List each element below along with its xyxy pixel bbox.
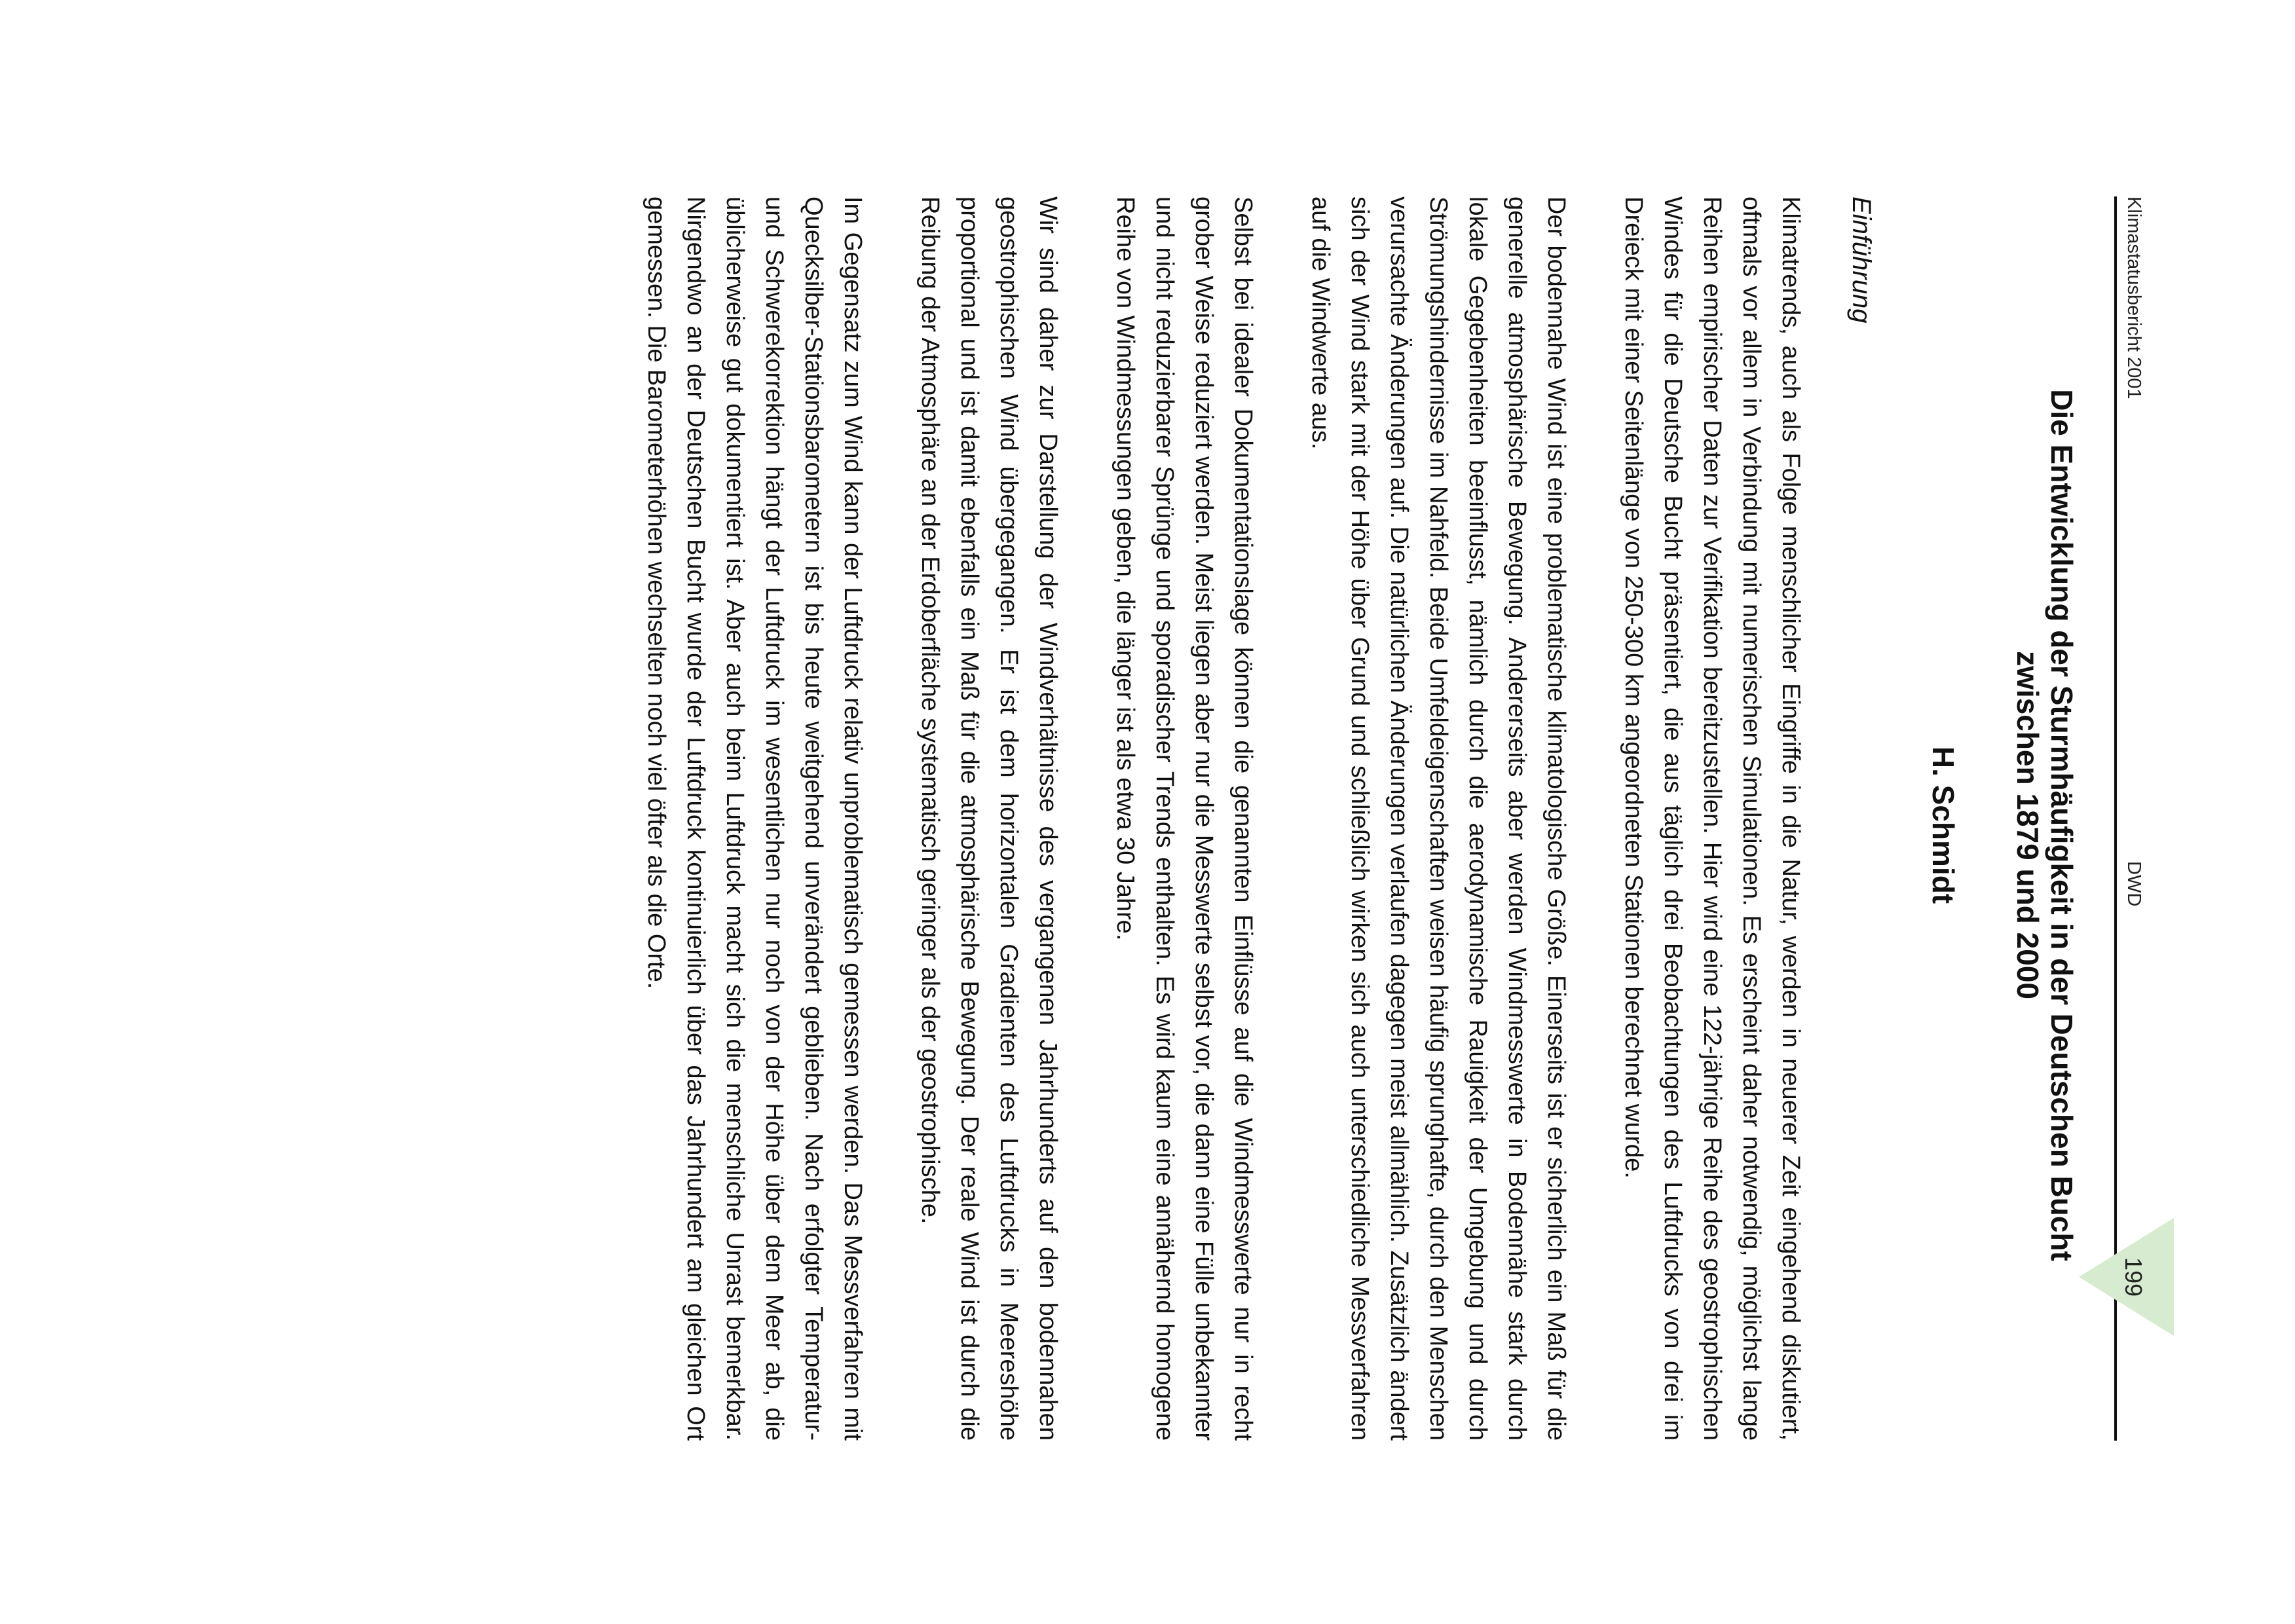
paragraph-5: Im Gegensatz zum Wind kann der Luftdruck relativ unproblematisch gemessen werden. Das Messverfahren mit Quecksilber-Stationsbarometern ist bis heute weitgehend unverändert geblieben. Nach erfolgter Temperatur- und Schwerekorrektion hängt der Luftdruck im wesentlichen nur noch von der Höhe über dem Meer ab, die üblicherweise gut dokumentiert ist. Aber auch beim Luftdruck macht sich die menschliche Unrast bemerkbar. Nirgendwo an der Deutschen Bucht wurde der Luftdruck kontinuierlich über das Jahrhundert am gleichen Ort gemessen. Die Barometerhöhen wechselten noch viel öfter als die Orte.	[643, 196, 867, 1441]
paragraph-3: Selbst bei idealer Dokumentationslage können die genannten Einflüsse auf die Windmesswerte nur in recht grober Weise reduziert werden. Meist liegen aber nur die Messwerte selbst vor, die dann eine Fülle unbekannter und nicht reduzierbarer Sprünge und sporadischer Trends enthalten. Es wird kaum eine annähernd homogene Reihe von Windmessungen geben, die länger ist als etwa 30 Jahre.	[1111, 196, 1257, 1441]
publisher-label: DWD	[2123, 861, 2144, 907]
report-title: Klimastatusbericht 2001	[2123, 196, 2144, 399]
author-name: H. Schmidt	[1926, 746, 1960, 904]
article-title-line-2: zwischen 1879 und 2000	[2011, 651, 2045, 999]
paragraph-2: Der bodennahe Wind ist eine problematische klimatologische Größe. Einerseits ist er sicherlich ein Maß für die generelle atmosphärische Bewegung. Andererseits aber werden Windmesswerte in Bodennähe stark durch lokale Gegebenheiten beeinflusst, nämlich durch die aerodynamische Rauigkeit der Umgebung und durch Strömungshindernisse im Nahfeld. Beide Umfeldeigenschaften weisen häufig sprunghafte, durch den Menschen verursachte Änderungen auf. Die natürlichen Änderungen verlaufen dagegen meist allmählich. Zusätzlich ändert sich der Wind stark mit der Höhe über Grund und schließlich wirken sich auch unterschiedliche Messverfahren auf die Windwerte aus.	[1307, 196, 1570, 1441]
paragraph-1: Klimatrends, auch als Folge menschlicher Eingriffe in die Natur, werden in neuerer Zeit eingehend diskutiert, oftmals vor allem in Verbindung mit numerischen Simulationen. Es erscheint daher notwendig, möglichst lange Reihen empirischer Daten zur Verifikation bereitzustellen. Hier wird eine 122-jährige Reihe des geostrophischen Windes für die Deutsche Bucht präsentiert, die aus täglich drei Beobachtungen des Luftdrucks von drei im Dreieck mit einer Seitenlänge von 250-300 km angeordneten Stationen berechnet wurde.	[1620, 196, 1804, 1441]
paragraph-4: Wir sind daher zur Darstellung der Windverhältnisse des vergangenen Jahrhunderts auf den bodennahen geostrophischen Wind übergegangen. Er ist dem horizontalen Gradienten des Luftdrucks in Meereshöhe proportional und ist damit ebenfalls ein Maß für die atmosphärische Bewegung. Der reale Wind ist durch die Reibung der Atmosphäre an der Erdoberfläche systematisch geringer als der geostrophische.	[916, 196, 1062, 1441]
article-title-line-1: Die Entwicklung der Sturmhäufigkeit in der Deutschen Bucht	[2045, 389, 2079, 1261]
article-title	[2011, 301, 2079, 1349]
article-body	[599, 196, 1810, 1441]
page-number: 199	[2120, 1257, 2147, 1297]
section-heading: Einführung	[1847, 196, 1876, 323]
